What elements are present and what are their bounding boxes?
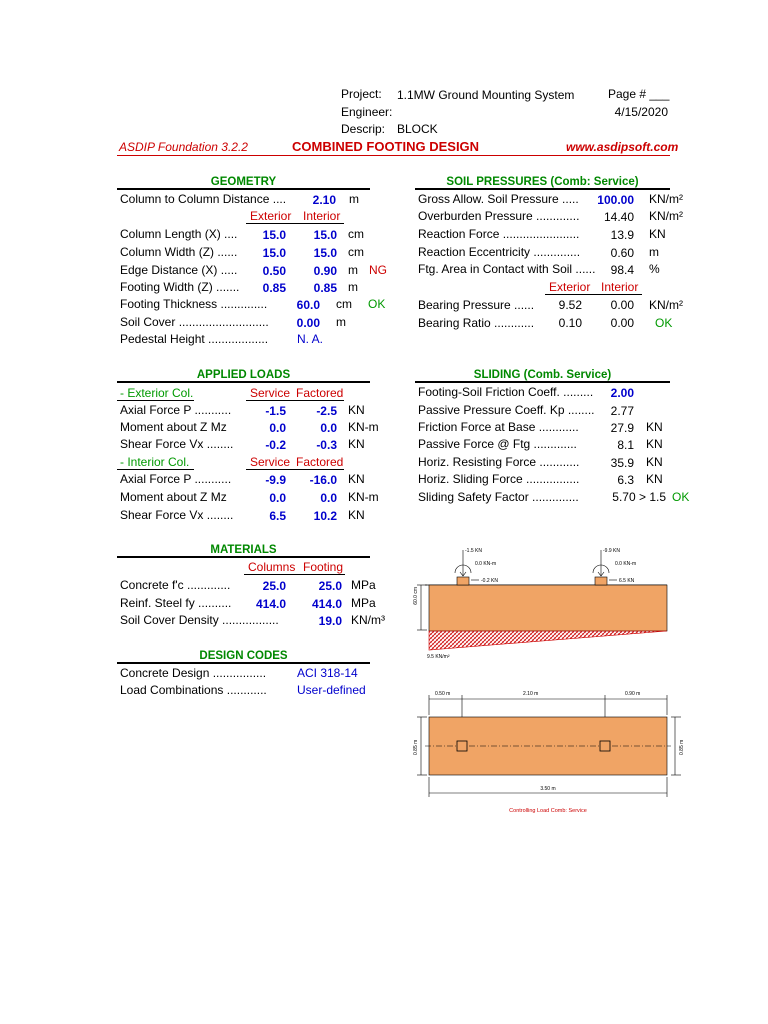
materials-col-rule	[244, 574, 345, 575]
load-row-factored[interactable]: 0.0	[320, 491, 337, 505]
load-row-factored[interactable]: 10.2	[313, 509, 337, 523]
geometry-row-interior[interactable]: 15.0	[313, 246, 337, 260]
edge-left-label: 0.50 m	[435, 691, 451, 697]
load-row-unit: KN-m	[348, 420, 379, 434]
load-row-unit: KN	[348, 508, 365, 522]
col-dist-unit: m	[349, 192, 359, 206]
thickness-status: OK	[368, 297, 386, 311]
soil-row-label: Reaction Eccentricity ..............	[418, 245, 581, 259]
material-row-label: Reinf. Steel fy ..........	[120, 596, 232, 610]
col-dist-value[interactable]: 2.10	[312, 193, 336, 207]
load-row-factored[interactable]: 0.0	[320, 421, 337, 435]
soil-row-unit: KN	[649, 227, 666, 241]
density-value[interactable]: 19.0	[318, 614, 342, 628]
sliding-row-unit: KN	[646, 437, 663, 451]
soil-row-value[interactable]: 100.00	[597, 193, 634, 207]
load-row-service[interactable]: 0.0	[269, 491, 286, 505]
ext-moment-label: 0.0 KN-m	[475, 561, 497, 567]
geometry-row-interior[interactable]: 0.85	[313, 281, 337, 295]
soil-row-unit: KN/m²	[649, 209, 683, 223]
soil-row-value: 13.9	[610, 228, 634, 242]
codes-rule	[117, 662, 370, 664]
geometry-row-label: Edge Distance (X) .....	[120, 263, 238, 277]
soil-row-value: 0.60	[610, 246, 634, 260]
geometry-row-exterior[interactable]: 15.0	[262, 246, 286, 260]
ext-service-header: Service	[250, 386, 291, 400]
material-row-unit: MPa	[351, 578, 376, 592]
soil-exterior-header: Exterior	[549, 280, 591, 294]
soil-heading: SOIL PRESSURES (Comb: Service)	[446, 176, 639, 188]
descrip-label: Descrip:	[341, 122, 386, 136]
bearing-pressure-unit: KN/m²	[649, 298, 683, 312]
sliding-row-unit: KN	[646, 472, 663, 486]
date: 4/15/2020	[614, 105, 668, 119]
safety-label: Sliding Safety Factor ..............	[418, 490, 579, 504]
load-row-label: Moment about Z Mz	[120, 420, 227, 434]
width-right-label: 0.85 m	[679, 739, 685, 755]
safety-value: 5.70 > 1.5	[612, 490, 666, 504]
load-row-service[interactable]: -9.9	[265, 473, 286, 487]
interior-column-plan	[600, 741, 610, 751]
geometry-exterior-header: Exterior	[250, 209, 292, 223]
int-shear-label: 6.5 KN	[619, 578, 635, 584]
exterior-col-underline	[117, 400, 194, 401]
sliding-row-value: 27.9	[610, 421, 634, 435]
page-title: COMBINED FOOTING DESIGN	[292, 139, 480, 154]
soil-pressure-diagram	[429, 631, 667, 650]
ext-factored-header: Factored	[296, 386, 344, 400]
bearing-ratio-label: Bearing Ratio ............	[418, 316, 535, 330]
sliding-row-label: Horiz. Resisting Force ............	[418, 455, 580, 469]
bearing-pressure-int: 0.00	[610, 298, 634, 312]
load-row-unit: KN	[348, 437, 365, 451]
load-row-label: Axial Force P ...........	[120, 472, 232, 486]
density-unit: KN/m³	[351, 613, 385, 627]
thickness-value[interactable]: 60.0	[296, 298, 320, 312]
col-dist-label: Column to Column Distance ....	[120, 192, 287, 206]
load-row-factored[interactable]: -0.3	[316, 438, 337, 452]
exterior-column	[457, 577, 469, 585]
sliding-row-value: 8.1	[617, 438, 634, 452]
codes-heading: DESIGN CODES	[199, 650, 288, 662]
geometry-row-unit: cm	[348, 245, 364, 259]
material-row-columns[interactable]: 414.0	[255, 597, 286, 611]
geometry-row-label: Column Length (X) ....	[120, 227, 238, 241]
load-row-service[interactable]: -1.5	[265, 404, 286, 418]
material-row-unit: MPa	[351, 596, 376, 610]
bearing-ratio-ext: 0.10	[558, 316, 582, 330]
sliding-row-value: 35.9	[610, 456, 634, 470]
soil-cover-label: Soil Cover ...........................	[120, 315, 269, 329]
materials-rule	[117, 556, 370, 558]
sliding-row-label: Passive Pressure Coeff. Kp ........	[418, 403, 595, 417]
geometry-row-interior[interactable]: 0.90	[313, 264, 337, 278]
edge-right-label: 0.90 m	[625, 691, 641, 697]
controlling-comb-caption: Controlling Load Comb: Service	[509, 808, 587, 814]
geometry-row-unit: m	[348, 263, 358, 277]
sliding-row-unit: KN	[646, 420, 663, 434]
project-value: 1.1MW Ground Mounting System	[397, 88, 575, 102]
thickness-dim-label: 60.0 cm	[413, 587, 419, 605]
sliding-row-value[interactable]: 2.00	[610, 386, 634, 400]
footing-body	[429, 585, 667, 631]
sliding-row-unit: KN	[646, 455, 663, 469]
load-row-factored[interactable]: -16.0	[309, 473, 337, 487]
soil-row-unit: KN/m²	[649, 192, 683, 206]
material-row-footing[interactable]: 414.0	[311, 597, 342, 611]
load-row-label: Shear Force Vx ........	[120, 508, 234, 522]
soil-row-label: Overburden Pressure .............	[418, 209, 580, 223]
interior-load-arrows	[593, 550, 617, 580]
sliding-row-label: Horiz. Sliding Force ................	[418, 472, 580, 486]
pedestal-value[interactable]: N. A.	[297, 332, 324, 346]
geometry-row-label: Footing Width (Z) .......	[120, 280, 240, 294]
page-number: Page # ___	[608, 87, 670, 101]
bearing-pressure-ext: 9.52	[558, 298, 582, 312]
load-row-label: Shear Force Vx ........	[120, 437, 234, 451]
geometry-row-exterior[interactable]: 0.50	[262, 264, 286, 278]
soil-cover-unit: m	[336, 315, 346, 329]
load-row-service[interactable]: 6.5	[269, 509, 286, 523]
safety-status: OK	[672, 490, 690, 504]
soil-row-label: Gross Allow. Soil Pressure .....	[418, 192, 579, 206]
exterior-col-label: - Exterior Col.	[120, 386, 194, 400]
load-row-label: Moment about Z Mz	[120, 490, 227, 504]
exterior-column-plan	[457, 741, 467, 751]
sliding-row-value: 2.77	[610, 404, 634, 418]
soil-row-label: Ftg. Area in Contact with Soil ......	[418, 262, 596, 276]
load-row-unit: KN-m	[348, 490, 379, 504]
geometry-heading: GEOMETRY	[210, 176, 277, 188]
geometry-row-exterior[interactable]: 15.0	[262, 228, 286, 242]
int-loads-col-rule	[246, 469, 344, 470]
sliding-row-label: Friction Force at Base ............	[418, 420, 579, 434]
load-row-service[interactable]: 0.0	[269, 421, 286, 435]
width-left-label: 0.85 m	[413, 739, 419, 755]
footing-plan-diagram	[405, 685, 685, 820]
website-link[interactable]: www.asdipsoft.com	[566, 140, 679, 154]
ext-axial-label: -1.5 KN	[465, 548, 482, 554]
engineer-label: Engineer:	[341, 105, 393, 119]
load-row-label: Axial Force P ...........	[120, 403, 232, 417]
material-row-footing[interactable]: 25.0	[318, 579, 342, 593]
length-label: 3.50 m	[540, 786, 556, 792]
geometry-rule	[117, 188, 370, 190]
material-row-columns[interactable]: 25.0	[262, 579, 286, 593]
geometry-row-status: NG	[369, 263, 387, 277]
geometry-row-unit: cm	[348, 227, 364, 241]
footing-elevation-diagram	[405, 540, 675, 665]
soil-row-label: Reaction Force .......................	[418, 227, 580, 241]
load-row-service[interactable]: -0.2	[265, 438, 286, 452]
soil-col-rule	[545, 294, 642, 295]
density-label: Soil Cover Density .................	[120, 613, 279, 627]
int-moment-label: 0.0 KN-m	[615, 561, 637, 567]
spacing-label: 2.10 m	[523, 691, 539, 697]
software-name: ASDIP Foundation 3.2.2	[119, 140, 248, 154]
bearing-ratio-status: OK	[655, 316, 673, 330]
materials-columns-header: Columns	[248, 560, 296, 574]
concrete-design-value[interactable]: ACI 318-14	[297, 666, 358, 680]
int-factored-header: Factored	[296, 455, 344, 469]
geometry-row-exterior[interactable]: 0.85	[262, 281, 286, 295]
loads-heading: APPLIED LOADS	[196, 369, 291, 381]
soil-row-value: 98.4	[610, 263, 634, 277]
soil-rule	[415, 188, 670, 190]
sliding-row-label: Passive Force @ Ftg .............	[418, 437, 577, 451]
soil-row-unit: %	[649, 262, 660, 276]
load-row-factored[interactable]: -2.5	[316, 404, 337, 418]
bearing-ratio-int: 0.00	[610, 316, 634, 330]
thickness-unit: cm	[336, 297, 352, 311]
geometry-col-rule	[246, 223, 344, 224]
soil-row-value: 14.40	[603, 210, 634, 224]
concrete-design-label: Concrete Design ................	[120, 666, 267, 680]
loads-rule	[117, 381, 370, 383]
load-combinations-label: Load Combinations ............	[120, 683, 267, 697]
bearing-pressure-label: Bearing Pressure ......	[418, 298, 535, 312]
geometry-interior-header: Interior	[303, 209, 341, 223]
ext-shear-label: -0.2 KN	[481, 578, 498, 584]
soil-row-unit: m	[649, 245, 659, 259]
soil-cover-value[interactable]: 0.00	[296, 316, 320, 330]
materials-footing-header: Footing	[303, 560, 344, 574]
project-label: Project:	[341, 87, 382, 101]
sliding-heading: SLIDING (Comb. Service)	[473, 369, 612, 381]
interior-col-underline	[117, 469, 194, 470]
geometry-row-interior[interactable]: 15.0	[313, 228, 337, 242]
sliding-rule	[415, 381, 670, 383]
sliding-row-label: Footing-Soil Friction Coeff. .........	[418, 385, 594, 399]
geometry-row-label: Column Width (Z) ......	[120, 245, 238, 259]
sliding-row-value: 6.3	[617, 473, 634, 487]
int-service-header: Service	[250, 455, 291, 469]
descrip-value: BLOCK	[397, 122, 438, 136]
interior-col-label: - Interior Col.	[120, 455, 190, 469]
soil-interior-header: Interior	[601, 280, 639, 294]
load-row-unit: KN	[348, 472, 365, 486]
material-row-label: Concrete f'c .............	[120, 578, 231, 592]
interior-column	[595, 577, 607, 585]
geometry-row-unit: m	[348, 280, 358, 294]
materials-heading: MATERIALS	[210, 544, 277, 556]
thickness-label: Footing Thickness ..............	[120, 297, 268, 311]
load-row-unit: KN	[348, 403, 365, 417]
ext-loads-col-rule	[246, 400, 344, 401]
title-underline	[117, 155, 670, 156]
pedestal-label: Pedestal Height ..................	[120, 332, 269, 346]
load-combinations-value[interactable]: User-defined	[297, 683, 366, 697]
int-axial-label: -9.9 KN	[603, 548, 620, 554]
pressure-label: 9.5 KN/m²	[427, 654, 450, 660]
